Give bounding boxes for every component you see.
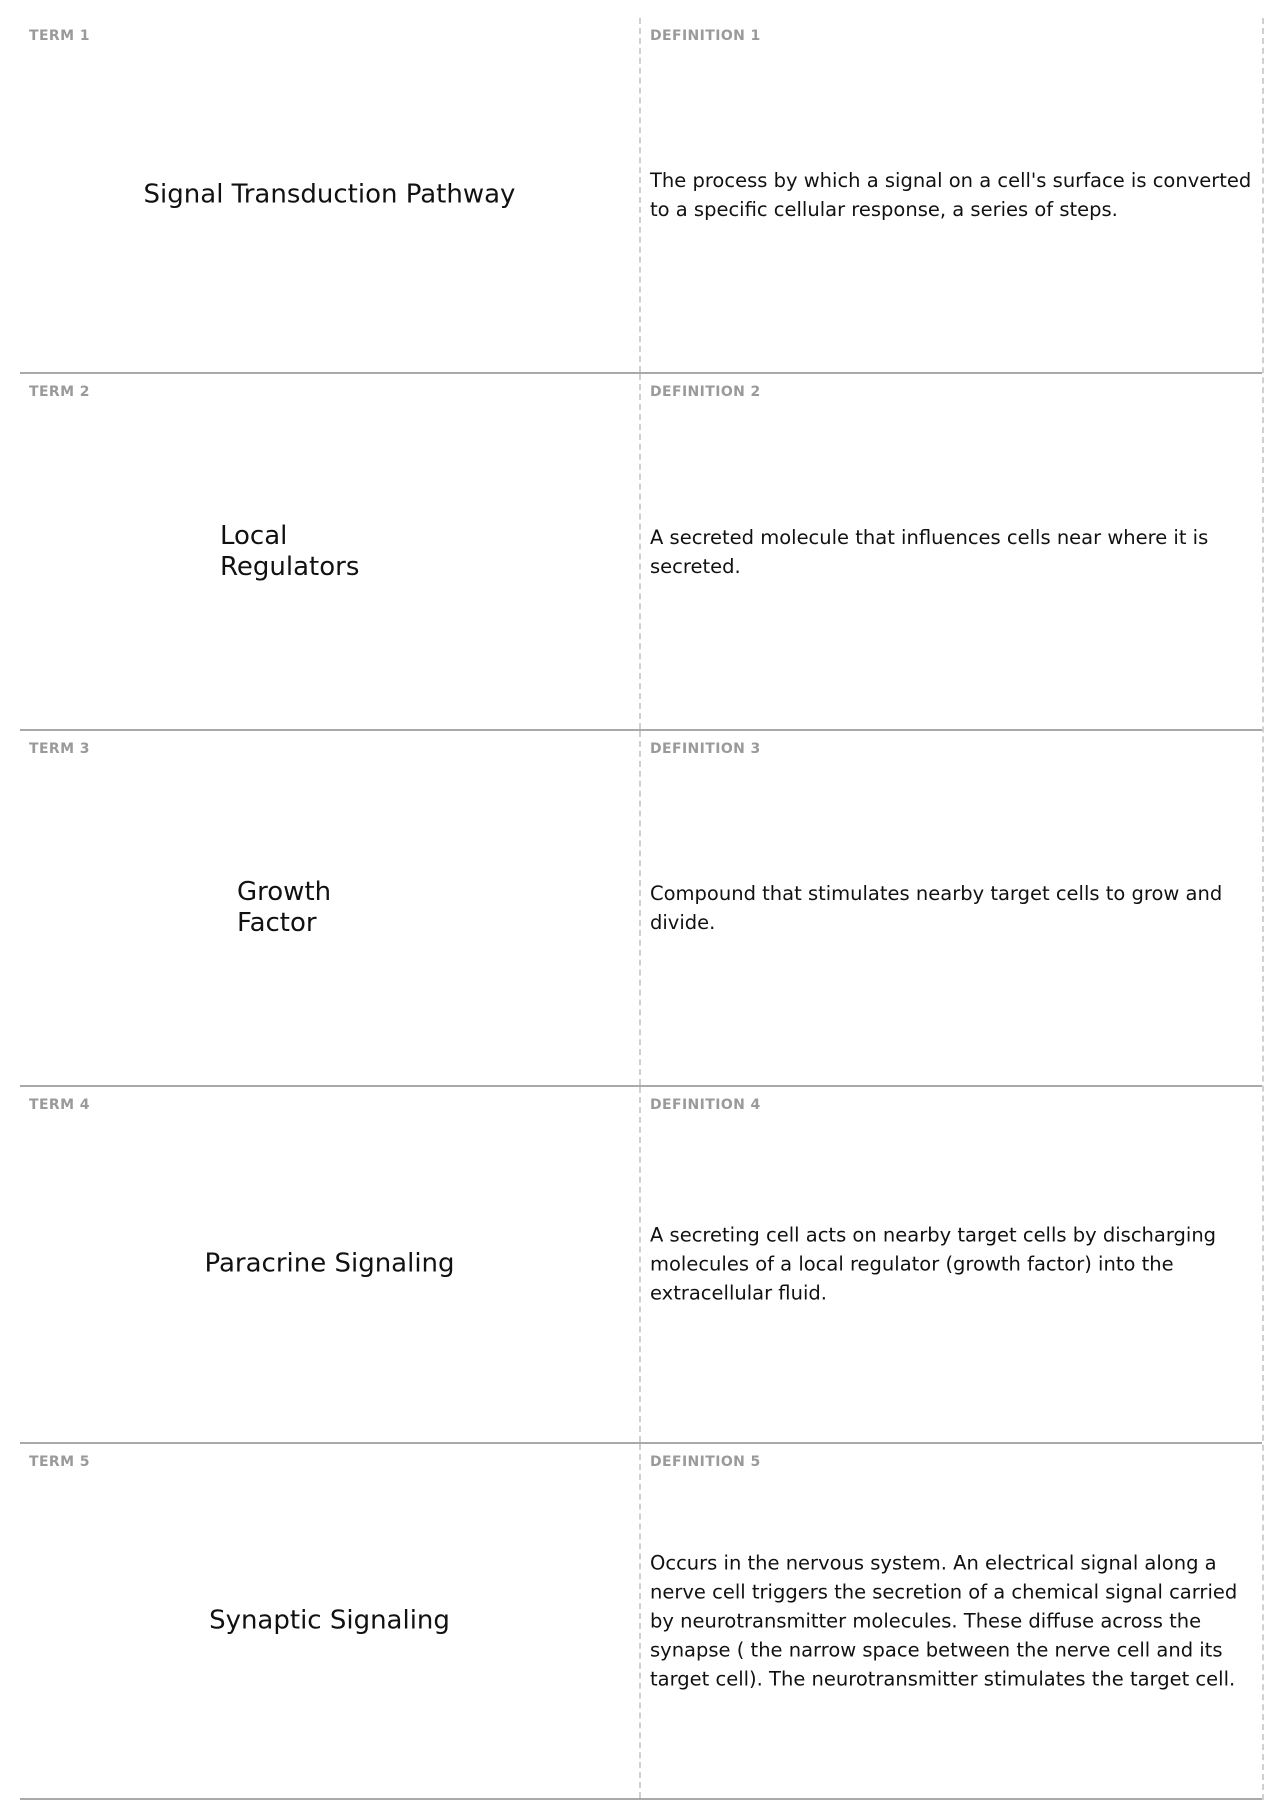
term-label-4: TERM 4	[29, 1097, 90, 1114]
flashcard-row-5	[20, 1444, 1262, 1800]
term-text-5: Synaptic Signaling	[209, 1605, 450, 1636]
term-text-1: Signal Transduction Pathway	[143, 179, 516, 210]
definition-label-1: DEFINITION 1	[650, 28, 761, 44]
term-label-3: TERM 3	[29, 740, 90, 757]
definition-label-3: DEFINITION 3	[650, 740, 761, 757]
term-text-2: Local Regulators	[220, 520, 360, 582]
definition-cell-2	[641, 374, 1262, 728]
term-label-2: TERM 2	[29, 384, 90, 401]
flashcard-row-3	[20, 731, 1262, 1087]
term-label-1: TERM 1	[29, 28, 90, 44]
definition-cell-4	[641, 1087, 1262, 1441]
term-cell-2	[20, 374, 641, 728]
term-cell-1	[20, 18, 641, 372]
definition-text-2: A secreted molecule that influences cells near where it is secreted.	[650, 525, 1209, 578]
definition-cell-3	[641, 731, 1262, 1085]
definition-label-5: DEFINITION 5	[650, 1453, 761, 1470]
flashcard-row-4	[20, 1087, 1262, 1443]
flashcard-row-2	[20, 374, 1262, 730]
definition-text-3: Compound that stimulates nearby target cells to grow and divide.	[650, 881, 1223, 934]
term-cell-3	[20, 731, 641, 1085]
definition-text-5: Occurs in the nervous system. An electrical signal along a nerve cell triggers the secretion of a chemical signal carried by neurotransmitter molecules. These diffuse across the synapse ( the narrow space between the nerve cell and its target cell). The neurotransmitter stimulates the target cell.	[650, 1551, 1238, 1691]
term-text-4: Paracrine Signaling	[204, 1248, 455, 1279]
term-text-3: Growth Factor	[237, 876, 332, 938]
definition-cell-1	[641, 18, 1262, 372]
definition-label-2: DEFINITION 2	[650, 384, 761, 401]
flashcard-row-1	[20, 18, 1262, 374]
term-cell-5	[20, 1444, 641, 1798]
definition-label-4: DEFINITION 4	[650, 1097, 761, 1114]
definition-text-4: A secreting cell acts on nearby target cells by discharging molecules of a local regulator (growth factor) into the extracellular fluid.	[650, 1223, 1217, 1305]
definition-cell-5	[641, 1444, 1262, 1798]
term-cell-4	[20, 1087, 641, 1441]
term-label-5: TERM 5	[29, 1453, 90, 1470]
definition-text-1: The process by which a signal on a cell's surface is converted to a specific cellular response, a series of steps.	[650, 169, 1252, 222]
flashcard-sheet	[20, 18, 1264, 1800]
